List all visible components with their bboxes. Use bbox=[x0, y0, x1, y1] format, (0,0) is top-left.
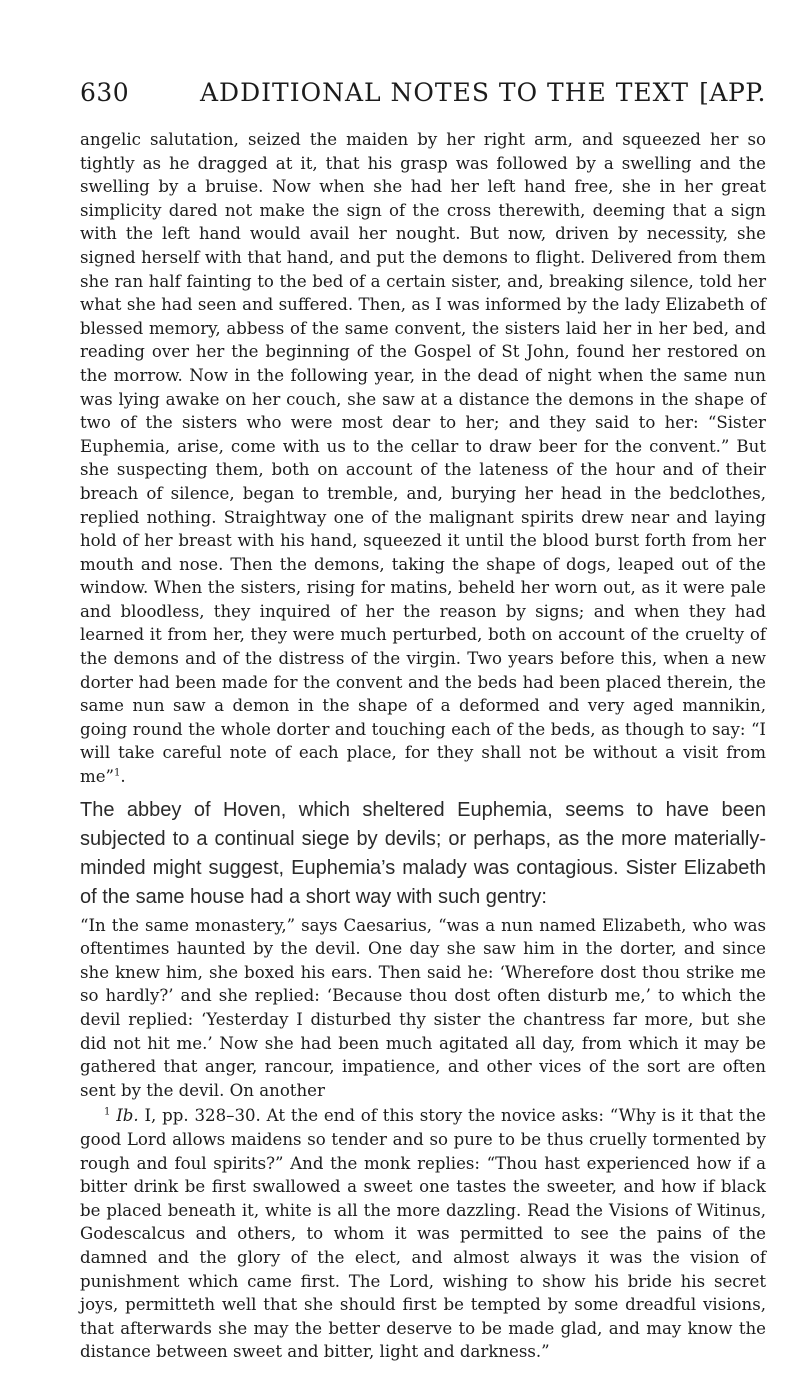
book-page bbox=[80, 78, 766, 1364]
paragraph-euphemia-end: . bbox=[120, 767, 126, 787]
footnote bbox=[80, 1104, 766, 1364]
footnote-marker: 1 bbox=[104, 1106, 111, 1118]
footnote-reference: 1 bbox=[114, 767, 121, 779]
paragraph-elizabeth-story: “In the same monastery,” says Caesarius, “was a nun named Elizabeth, who was oftentimes haunted by the devil. One day she saw him in the dorter, and since she knew him, she boxed his ears. Then said he: ‘Wherefore dost thou strike me so hardly?’ and she replied: ‘Because thou dost often disturb me,’ to which the devil replied: ‘Yesterday I disturbed thy sister the chantress far more, but she did not hit me.’ Now she had been much agitated all day, from which it may be gathered that anger, rancour, impatience, and other vices of the sort are often sent by the devil. On another bbox=[80, 915, 766, 1100]
paragraph-abbey-of-hoven: The abbey of Hoven, which sheltered Euphemia, seems to have been subjected to a continual siege by devils; or perhaps, as the more materially-minded might suggest, Euphemia’s malady was contagious. Sister Elizabeth of the same house had a short way with such gentry: bbox=[80, 798, 766, 908]
page-number: 630 bbox=[80, 78, 130, 107]
appendix-marker: [APP. bbox=[699, 78, 766, 107]
running-title: ADDITIONAL NOTES TO THE TEXT bbox=[200, 78, 690, 107]
footnote-text: I, pp. 328–30. At the end of this story the novice asks: “Why is it that the good Lord allows maidens so tender and so pure to be thus cruelly tormented by rough and foul spirits?” And the monk replies: “Thou hast experienced how if a bitter drink be first swallowed a sweet one tastes the sweeter, and how if black be placed beneath it, white is all the more dazzling. Read the Visions of Witinus, Godescalcus and others, to whom it was permitted to see the pains of the damned and the glory of the elect, and almost always it was the vision of punishment which came first. The Lord, wishing to show his bride his secret joys, permitteth well that she should first be tempted by some dreadful visions, that afterwards she may the better deserve to be made glad, and may know the distance between sweet and bitter, light and darkness.” bbox=[80, 1106, 766, 1362]
running-head bbox=[80, 78, 766, 116]
paragraph-euphemia-text: angelic salutation, seized the maiden by her right arm, and squeezed her so tightly as he dragged at it, that his grasp was followed by a swelling and the swelling by a bruise. Now when she had her left hand free, she in her great simplicity dared not make the sign of the cross therewith, deeming that a sign with the left hand would avail her nought. But now, driven by necessity, she signed herself with that hand, and put the demons to flight. Delivered from them she ran half fainting to the bed of a certain sister, and, breaking silence, told her what she had seen and suffered. Then, as I was informed by the lady Elizabeth of blessed memory, abbess of the same convent, the sisters laid her in her bed, and reading over her the beginning of the Gospel of St John, found her restored on the morrow. Now in the following year, in the dead of night when the same nun was lying awake on her couch, she saw at a distance the demons in the shape of two of the sisters who were most dear to her; and they said to her: “Sister Euphemia, arise, come with us to the cellar to draw beer for the convent.” But she suspecting them, both on account of the lateness of the hour and of their breach of silence, began to tremble, and, burying her head in the bedclothes, replied nothing. Straightway one of the malignant spirits drew near and laying hold of her breast with his hand, squeezed it until the blood burst forth from her mouth and nose. Then the demons, taking the shape of dogs, leaped out of the window. When the sisters, rising for matins, beheld her worn out, as it were pale and bloodless, they inquired of her the reason by signs; and when they had learned it from her, they were much perturbed, both on account of the cruelty of the demons and of the distress of the virgin. Two years before this, when a new dorter had been made for the convent and the beds had been placed therein, the same nun saw a demon in the shape of a deformed and very aged mannikin, going round the whole dorter and touching each of the beds, as though to say: “I will take careful note of each place, for they shall not be without a visit from me” bbox=[80, 130, 766, 787]
footnote-ref: Ib. bbox=[116, 1106, 139, 1126]
paragraph-euphemia-story bbox=[80, 128, 766, 789]
